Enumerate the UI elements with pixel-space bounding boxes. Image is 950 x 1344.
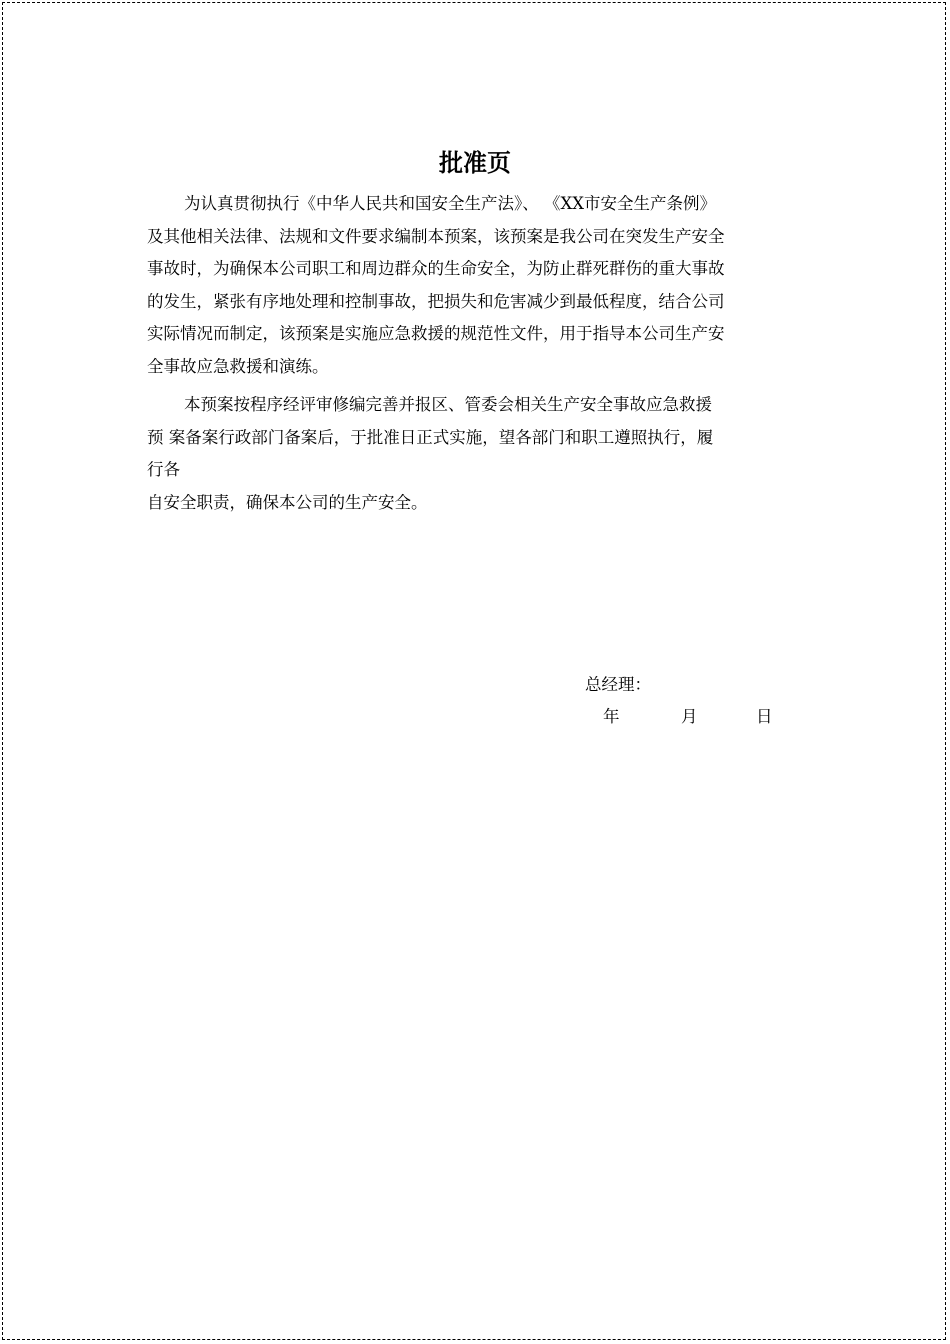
paragraph-line: 预 案备案行政部门备案后，于批准日正式实施，望各部门和职工遵照执行，履 (147, 427, 714, 447)
paragraph-line: 自安全职责，确保本公司的生产安全。 (147, 492, 428, 512)
date-day-label: 日 (756, 707, 773, 726)
paragraph-line: 的发生，紧张有序地处理和控制事故，把损失和危害减少到最低程度，结合公司 (147, 291, 725, 311)
paragraph-line: 本预案按程序经评审修编完善并报区、管委会相关生产安全事故应急救援 (184, 395, 712, 414)
paragraph-line: 实际情况而制定，该预案是实施应急救援的规范性文件，用于指导本公司生产安 (147, 324, 725, 344)
signature-label: 总经理： (585, 675, 651, 694)
paragraph-line: 及其他相关法律、法规和文件要求编制本预案，该预案是我公司在突发生产安全 (147, 226, 725, 246)
paragraph-line: 事故时，为确保本公司职工和周边群众的生命安全，为防止群死群伤的重大事故 (147, 259, 725, 279)
paragraph-line: 全事故应急救援和演练。 (147, 356, 329, 376)
date-line (603, 704, 773, 730)
page-title: 批准页 (439, 149, 511, 177)
paragraph-line: 为认真贯彻执行《中华人民共和国安全生产法》、 《XX市安全生产条例》 (184, 194, 716, 213)
date-year-label: 年 (603, 707, 620, 726)
paragraph-approval-basis (147, 188, 813, 384)
date-month-label: 月 (681, 707, 698, 726)
paragraph-line: 行各 (147, 460, 180, 480)
paragraph-implementation (147, 389, 813, 519)
